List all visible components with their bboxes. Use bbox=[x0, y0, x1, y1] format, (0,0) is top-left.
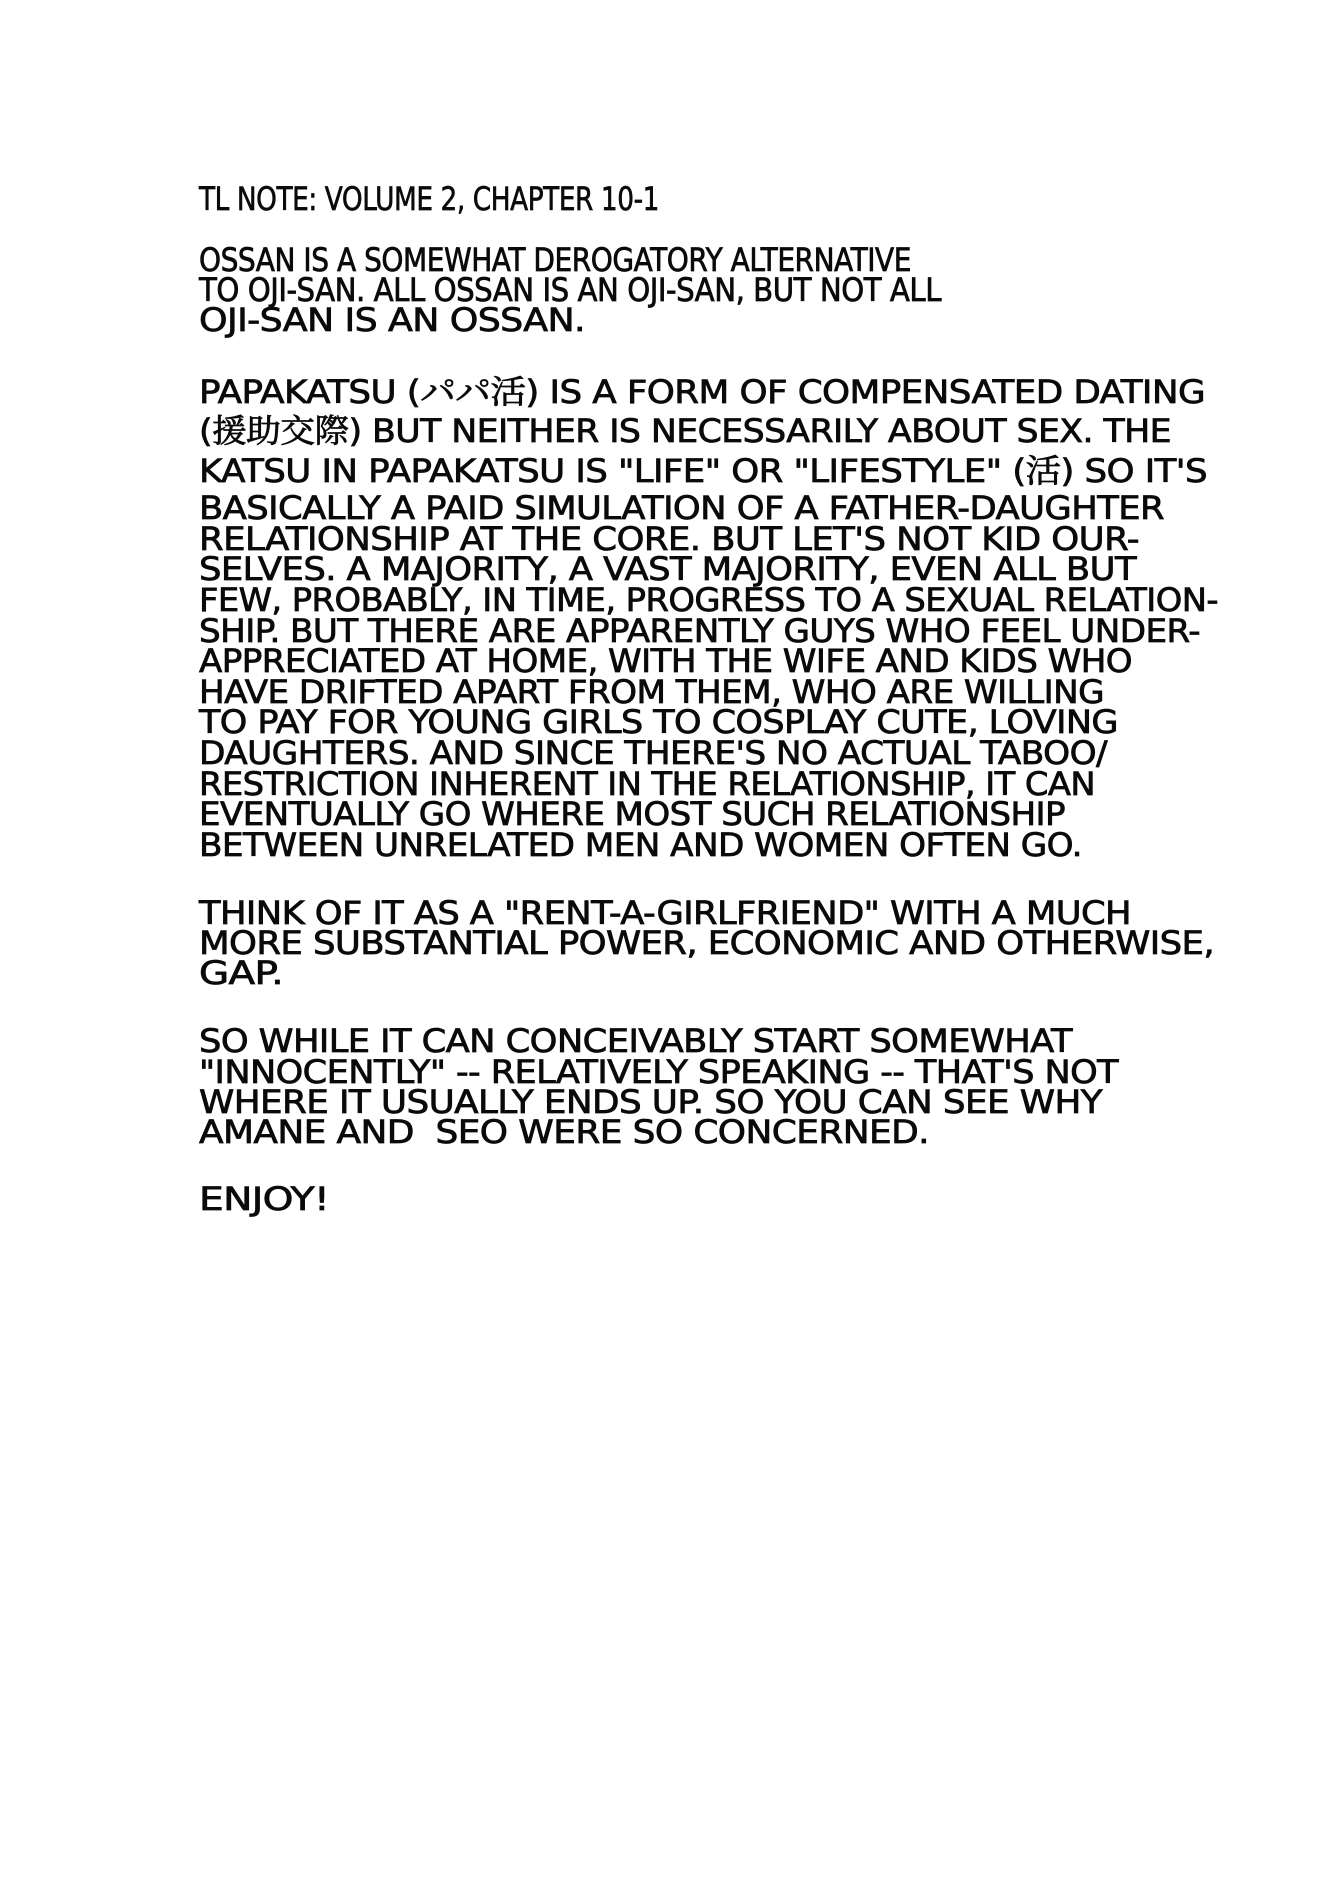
text-line: OSSAN IS A SOMEWHAT DEROGATORY ALTERNATIVE bbox=[199, 241, 911, 280]
text-line: TO PAY FOR YOUNG GIRLS TO COSPLAY CUTE, LOVING bbox=[199, 703, 1118, 742]
text-line: ENJOY! bbox=[199, 1180, 329, 1219]
text-line: PAPAKATSU (パパ活) IS A FORM OF COMPENSATED DATING bbox=[199, 373, 1206, 412]
text-line: KATSU IN PAPAKATSU IS "LIFE" OR "LIFESTYLE" (活) SO IT'S bbox=[199, 452, 1207, 491]
text-line: RESTRICTION INHERENT IN THE RELATIONSHIP, IT CAN bbox=[199, 765, 1096, 804]
text-line: BASICALLY A PAID SIMULATION OF A FATHER-DAUGHTER bbox=[199, 489, 1164, 528]
text-line: DAUGHTERS. AND SINCE THERE'S NO ACTUAL TABOO/ bbox=[199, 734, 1108, 773]
text-line: SO WHILE IT CAN CONCEIVABLY START SOMEWHAT bbox=[199, 1022, 1072, 1061]
text-line: HAVE DRIFTED APART FROM THEM, WHO ARE WILLING bbox=[199, 673, 1105, 712]
text-line: THINK OF IT AS A "RENT-A-GIRLFRIEND" WITH A MUCH bbox=[199, 894, 1132, 933]
text-line: APPRECIATED AT HOME, WITH THE WIFE AND KIDS WHO bbox=[199, 642, 1133, 681]
text-line: WHERE IT USUALLY ENDS UP. SO YOU CAN SEE WHY bbox=[199, 1083, 1103, 1122]
text-line: SELVES. A MAJORITY, A VAST MAJORITY, EVEN ALL BUT bbox=[199, 550, 1136, 589]
text-line: TO OJI-SAN. ALL OSSAN IS AN OJI-SAN, BUT NOT ALL bbox=[199, 271, 942, 310]
text-line: MORE SUBSTANTIAL POWER, ECONOMIC AND OTHERWISE, bbox=[199, 924, 1215, 963]
text-line: RELATIONSHIP AT THE CORE. BUT LET'S NOT KID OUR- bbox=[199, 520, 1139, 559]
text-line: (援助交際) BUT NEITHER IS NECESSARILY ABOUT SEX. THE bbox=[199, 412, 1172, 451]
text-line: "INNOCENTLY" -- RELATIVELY SPEAKING -- THAT'S NOT bbox=[199, 1053, 1119, 1092]
text-line: AMANE AND SEO WERE SO CONCERNED. bbox=[199, 1113, 929, 1152]
text-line: GAP. bbox=[199, 954, 283, 993]
text-line: OJI-SAN IS AN OSSAN. bbox=[199, 301, 585, 340]
text-line: BETWEEN UNRELATED MEN AND WOMEN OFTEN GO. bbox=[199, 826, 1082, 865]
note-title: TL NOTE: VOLUME 2, CHAPTER 10-1 bbox=[199, 180, 659, 219]
text-line: SHIP. BUT THERE ARE APPARENTLY GUYS WHO FEEL UNDER- bbox=[199, 612, 1201, 651]
text-line: FEW, PROBABLY, IN TIME, PROGRESS TO A SEXUAL RELATION- bbox=[199, 581, 1219, 620]
text-line: EVENTUALLY GO WHERE MOST SUCH RELATIONSHIP bbox=[199, 795, 1065, 834]
